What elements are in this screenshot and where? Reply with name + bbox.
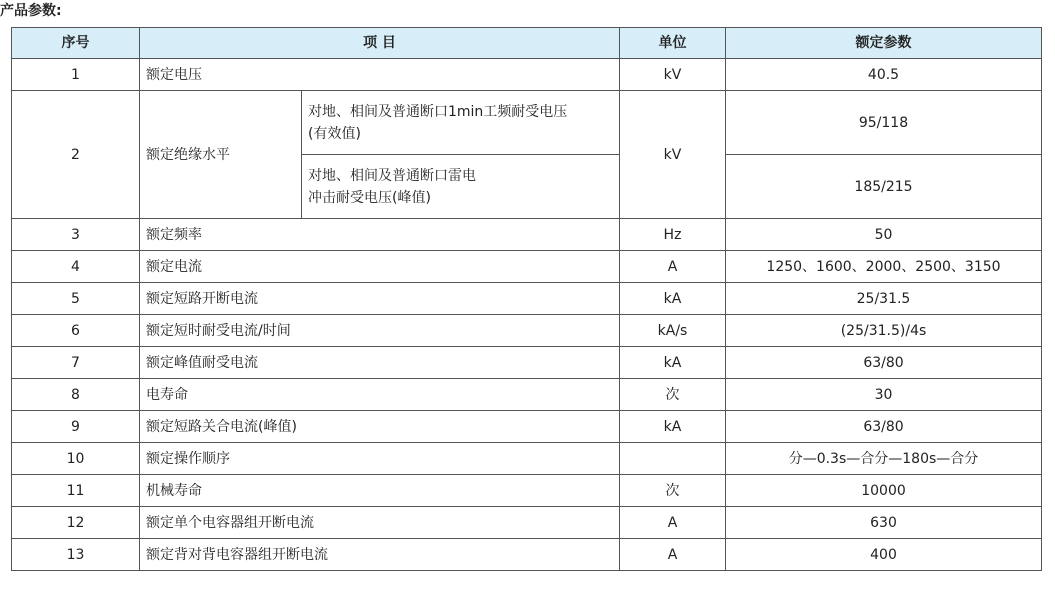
table-row (12, 59, 1042, 91)
cell-sub-item (302, 91, 620, 155)
cell-unit: kA (620, 283, 726, 315)
cell-value: 630 (726, 507, 1042, 539)
cell-unit: Hz (620, 219, 726, 251)
cell-value: 1250、1600、2000、2500、3150 (726, 251, 1042, 283)
cell-item: 额定频率 (140, 219, 620, 251)
table-row (12, 283, 1042, 315)
cell-value: 400 (726, 539, 1042, 571)
cell-index: 8 (12, 379, 140, 411)
sub-item-line: 冲击耐受电压(峰值) (308, 189, 431, 206)
cell-value: 10000 (726, 475, 1042, 507)
cell-unit: 次 (620, 475, 726, 507)
cell-item: 额定电流 (140, 251, 620, 283)
cell-item: 额定峰值耐受电流 (140, 347, 620, 379)
sub-item-line: (有效值) (308, 125, 361, 142)
cell-index: 1 (12, 59, 140, 91)
header-value: 额定参数 (726, 28, 1042, 59)
cell-index: 3 (12, 219, 140, 251)
cell-value: (25/31.5)/4s (726, 315, 1042, 347)
cell-sub-item (302, 155, 620, 219)
cell-index: 7 (12, 347, 140, 379)
cell-unit: kA (620, 347, 726, 379)
cell-unit: kA/s (620, 315, 726, 347)
table-row (12, 443, 1042, 475)
cell-value: 50 (726, 219, 1042, 251)
table-header-row (12, 28, 1042, 59)
table-row (12, 91, 1042, 155)
cell-unit: A (620, 251, 726, 283)
cell-unit: 次 (620, 379, 726, 411)
cell-value: 185/215 (726, 155, 1042, 219)
cell-unit: kV (620, 91, 726, 219)
cell-item: 额定短路关合电流(峰值) (140, 411, 620, 443)
cell-unit: kA (620, 411, 726, 443)
cell-unit: A (620, 507, 726, 539)
cell-value: 分—0.3s—合分—180s—合分 (726, 443, 1042, 475)
cell-value: 63/80 (726, 411, 1042, 443)
section-title: 产品参数: (0, 3, 62, 19)
table-row (12, 379, 1042, 411)
cell-item: 额定短路开断电流 (140, 283, 620, 315)
sub-item-line: 对地、相间及普通断口雷电 (308, 167, 476, 184)
cell-value: 25/31.5 (726, 283, 1042, 315)
cell-item: 额定短时耐受电流/时间 (140, 315, 620, 347)
table-row (12, 315, 1042, 347)
cell-value: 30 (726, 379, 1042, 411)
cell-item: 额定操作顺序 (140, 443, 620, 475)
cell-index: 5 (12, 283, 140, 315)
header-item: 项 目 (140, 28, 620, 59)
header-index: 序号 (12, 28, 140, 59)
table-row (12, 411, 1042, 443)
header-unit: 单位 (620, 28, 726, 59)
cell-unit: A (620, 539, 726, 571)
cell-index: 13 (12, 539, 140, 571)
cell-item: 机械寿命 (140, 475, 620, 507)
sub-item-line: 对地、相间及普通断口1min工频耐受电压 (308, 103, 568, 120)
cell-item: 额定单个电容器组开断电流 (140, 507, 620, 539)
table-row (12, 251, 1042, 283)
table-row (12, 475, 1042, 507)
cell-value: 95/118 (726, 91, 1042, 155)
cell-index: 2 (12, 91, 140, 219)
cell-index: 10 (12, 443, 140, 475)
cell-index: 4 (12, 251, 140, 283)
table-row (12, 219, 1042, 251)
cell-item: 额定电压 (140, 59, 620, 91)
cell-value: 63/80 (726, 347, 1042, 379)
table-row (12, 539, 1042, 571)
cell-index: 11 (12, 475, 140, 507)
table-row (12, 347, 1042, 379)
cell-index: 9 (12, 411, 140, 443)
params-table (11, 27, 1042, 571)
cell-index: 12 (12, 507, 140, 539)
cell-index: 6 (12, 315, 140, 347)
cell-item: 额定背对背电容器组开断电流 (140, 539, 620, 571)
cell-item: 电寿命 (140, 379, 620, 411)
cell-unit (620, 443, 726, 475)
table-row (12, 507, 1042, 539)
cell-unit: kV (620, 59, 726, 91)
cell-value: 40.5 (726, 59, 1042, 91)
cell-item: 额定绝缘水平 (140, 91, 302, 219)
